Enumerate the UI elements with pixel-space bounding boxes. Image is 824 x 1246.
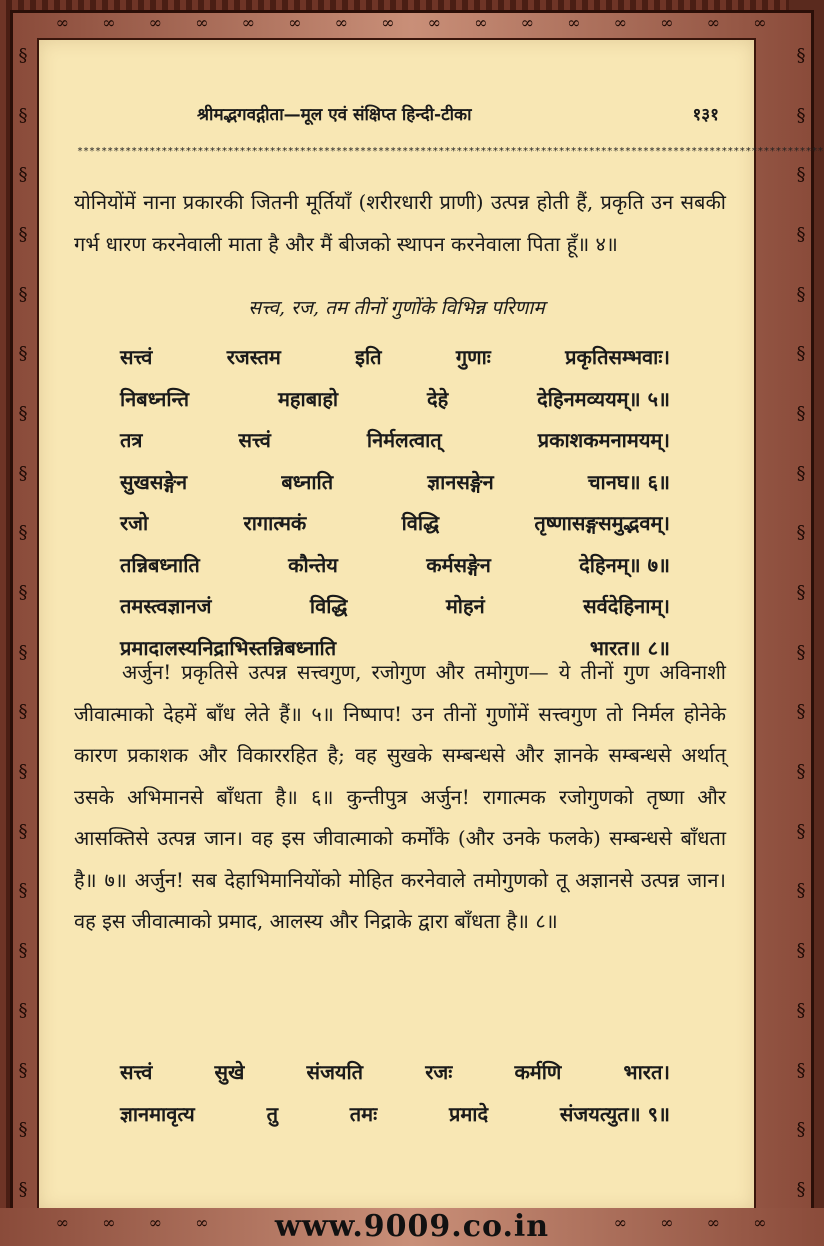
- verse-word: विद्धि: [309, 594, 348, 618]
- verse-word: प्रमादालस्यनिद्राभिस्तन्निबध्नाति: [120, 635, 337, 660]
- running-title: श्रीमद्भगवद्गीता—मूल एवं संक्षिप्त हिन्दी-टीका: [197, 105, 472, 125]
- verse-word: तन्निबध्नाति: [120, 552, 200, 577]
- verse-word: सत्त्वं: [238, 428, 271, 452]
- verse-word: इति: [355, 345, 382, 369]
- verse-word: सत्त्वं: [120, 345, 153, 369]
- verse-line: [120, 592, 670, 619]
- verse-line: [120, 385, 670, 412]
- verse-word: निबध्नन्ति: [120, 386, 190, 411]
- bottom-border-ornament: ∞ ∞ ∞ ∞ ∞ ∞ ∞ ∞: [55, 1212, 769, 1232]
- divider-stars: ****************************************************************************************************************************: [77, 146, 824, 157]
- verse-word: विद्धि: [401, 511, 440, 535]
- verse-word: कौन्तेय: [288, 552, 338, 577]
- verse-word: कर्मसङ्गेन: [426, 552, 491, 577]
- verse-word: रजः: [425, 1060, 453, 1084]
- verse-line: [120, 468, 670, 495]
- verse-word: सुखे: [214, 1060, 245, 1084]
- verse-word: प्रकृतिसम्भवाः।: [565, 345, 670, 369]
- verse-word: मोहनं: [445, 594, 485, 618]
- verse-line: [120, 509, 670, 536]
- commentary-paragraph: अर्जुन! प्रकृतिसे उत्पन्न सत्त्वगुण, रजोगुण और तमोगुण— ये तीनों गुण अविनाशी जीवात्माको देहमें बाँध लेते हैं॥ ५॥ निष्पाप! उन तीनों गुणोंमें सत्त्वगुण तो निर्मल होनेके कारण प्रकाशक और विकाररहित है; वह सुखके सम्बन्धसे और ज्ञानके सम्बन्धसे अर्थात् उसके अभिमानसे बाँधता है॥ ६॥ कुन्तीपुत्र अर्जुन! रागात्मक रजोगुणको तृष्णा और आसक्तिसे उत्पन्न जान। वह इस जीवात्माको कर्मोंके (और उनके फलके) सम्बन्धसे बाँधता है॥ ७॥ अर्जुन! सब देहाभिमानियोंको मोहित करनेवाले तमोगुणको तू अज्ञानसे उत्पन्न जान। वह इस जीवात्माको प्रमाद, आलस्य और निद्राके द्वारा बाँधता है॥ ८॥: [74, 660, 726, 933]
- verse-word: गुणाः: [455, 345, 491, 369]
- verse-word: रजस्तम: [226, 345, 281, 369]
- verse-word: भारत।: [623, 1060, 670, 1084]
- verse-word: तमः: [349, 1101, 378, 1126]
- verse-line: [120, 1100, 670, 1127]
- verse-word: ज्ञानमावृत्य: [120, 1101, 195, 1126]
- verse-word: तृष्णासङ्गसमुद्भवम्।: [534, 511, 670, 535]
- verse-word: तु: [266, 1101, 278, 1126]
- verse-word: प्रकाशकमनामयम्।: [537, 428, 670, 452]
- verse-word: निर्मलत्वात्: [366, 428, 442, 452]
- verse-word: प्रमादे: [448, 1101, 489, 1126]
- verse-word: सुखसङ्गेन: [120, 469, 188, 494]
- verse-word: सर्वदेहिनाम्।: [583, 594, 670, 618]
- section-heading: सत्त्व, रज, तम तीनों गुणोंके विभिन्न परिणाम: [248, 297, 545, 319]
- verse-word: संजयत्युत॥ ९॥: [559, 1101, 670, 1126]
- left-border-ornament: § § § § § § § § § § § § § § § § § § § §: [18, 44, 28, 1200]
- verse-word: सत्त्वं: [120, 1060, 153, 1084]
- verse-word: कर्मणि: [514, 1060, 562, 1084]
- verse-word: संजयति: [306, 1060, 364, 1084]
- verse-word: देहिनम्॥ ७॥: [579, 552, 670, 577]
- verse-line: [120, 343, 670, 370]
- verse-line: [120, 1058, 670, 1085]
- verse-word: देहिनमव्ययम्॥ ५॥: [537, 386, 670, 411]
- verse-word: बध्नाति: [281, 469, 334, 494]
- website-url[interactable]: www.9009.co.in: [274, 1209, 550, 1244]
- verse-word: रागात्मकं: [243, 511, 307, 535]
- top-border-ornament: ∞ ∞ ∞ ∞ ∞ ∞ ∞ ∞ ∞ ∞ ∞ ∞ ∞ ∞ ∞ ∞: [55, 12, 769, 32]
- verse-word: ज्ञानसङ्गेन: [427, 469, 494, 494]
- verse-word: रजो: [120, 511, 149, 535]
- verse-word: तमस्त्वज्ञानजं: [120, 594, 212, 618]
- verse-word: भारत॥ ८॥: [589, 635, 670, 660]
- verse-word: देहे: [427, 386, 449, 411]
- book-page: [37, 38, 824, 1212]
- right-border-ornament: § § § § § § § § § § § § § § § § § § § §: [796, 44, 806, 1200]
- verse-word: चानघ॥ ६॥: [587, 469, 670, 494]
- commentary-paragraph: योनियोंमें नाना प्रकारकी जितनी मूर्तियाँ (शरीरधारी प्राणी) उत्पन्न होती हैं, प्रकृति उन सबकी गर्भ धारण करनेवाली माता है और मैं बीजको स्थापन करनेवाला पिता हूँ॥ ४॥: [74, 190, 726, 256]
- verse-word: तत्र: [120, 428, 143, 452]
- verse-line: [120, 426, 670, 453]
- verse-word: महाबाहो: [277, 386, 339, 411]
- page-number: १३१: [692, 105, 719, 125]
- verse-line: [120, 551, 670, 578]
